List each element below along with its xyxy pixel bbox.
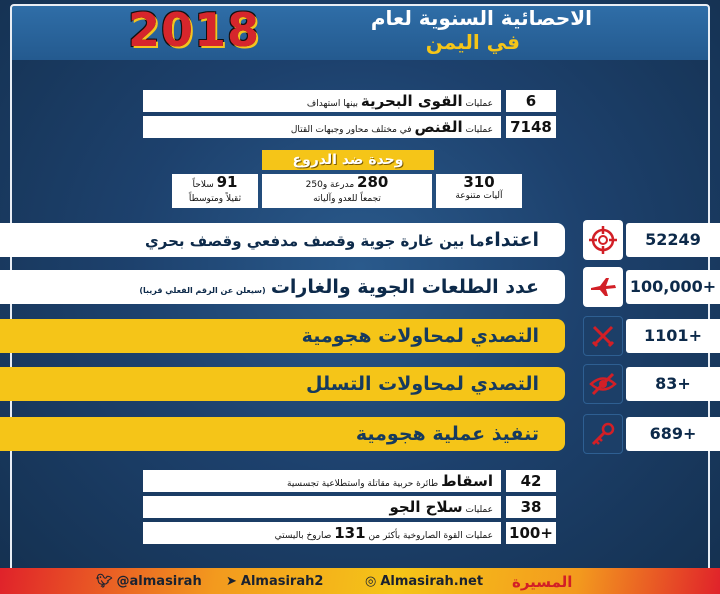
armor-item-armored: 280 مدرعة و250 تجمعاً للعدو وآلياته: [262, 174, 432, 208]
sniper-value: 7148: [506, 116, 556, 138]
repel-infiltration-value: 83+: [626, 367, 720, 401]
sorties-value: 100,000+: [626, 270, 720, 304]
warplane-icon: [583, 267, 623, 307]
telegram-icon: ➤: [226, 574, 237, 589]
shootdown-text: اسقاط طائرة حربية مقاتلة واستطلاعية تجسسية: [143, 470, 501, 492]
blocked-eye-icon: [583, 364, 623, 404]
page-title: الاحصائية السنوية لعام: [370, 6, 592, 30]
key-icon: [583, 414, 623, 454]
naval-value: 6: [506, 90, 556, 112]
pill-sorties-label: عدد الطلعات الجوية والغارات (سيعلن عن الرقم الفعلي قريبا): [0, 270, 565, 304]
offensives-value: 689+: [626, 417, 720, 451]
almasirah-logo: المسيرة: [512, 573, 573, 591]
airforce-value: 38: [506, 496, 556, 518]
aggression-value: 52249: [626, 223, 720, 257]
globe-icon: ◎: [365, 574, 377, 589]
page-subtitle: في اليمن: [425, 30, 520, 54]
pill-offensives-label: تنفيذ عملية هجومية: [0, 417, 565, 451]
pill-aggression-label: اعتداءما بين غارة جوية وقصف مدفعي وقصف بحري: [0, 223, 565, 257]
footer-website[interactable]: ◎ Almasirah.net: [365, 574, 484, 589]
armor-item-vehicles: 310 آليات متنوعة: [436, 174, 522, 208]
missiles-text: عمليات القوة الصاروخية بأكثر من 131 صاروخ باليستي: [143, 522, 501, 544]
repel-attacks-value: 1101+: [626, 319, 720, 353]
missiles-value: 100+: [506, 522, 556, 544]
shootdown-value: 42: [506, 470, 556, 492]
footer-telegram[interactable]: ➤ Almasirah2: [226, 574, 324, 589]
twitter-icon: 🐦︎: [96, 574, 113, 589]
sniper-text: عمليات القنص في مختلف محاور وجبهات القتال: [143, 116, 501, 138]
footer-twitter[interactable]: 🐦︎ @almasirah: [96, 574, 202, 589]
naval-text: عمليات القوى البحرية بينها استهداف: [143, 90, 501, 112]
pill-repel-attacks-label: التصدي لمحاولات هجومية: [0, 319, 565, 353]
airforce-text: عمليات سلاح الجو: [143, 496, 501, 518]
armor-item-weapons: 91 سلاحاً ثقيلاً ومتوسطاً: [172, 174, 258, 208]
crossed-swords-icon: [583, 316, 623, 356]
target-icon: [583, 220, 623, 260]
year-title: 2018: [128, 3, 261, 57]
pill-repel-infiltration-label: التصدي لمحاولات التسلل: [0, 367, 565, 401]
armor-unit-title: وحدة ضد الدروع: [262, 150, 434, 170]
